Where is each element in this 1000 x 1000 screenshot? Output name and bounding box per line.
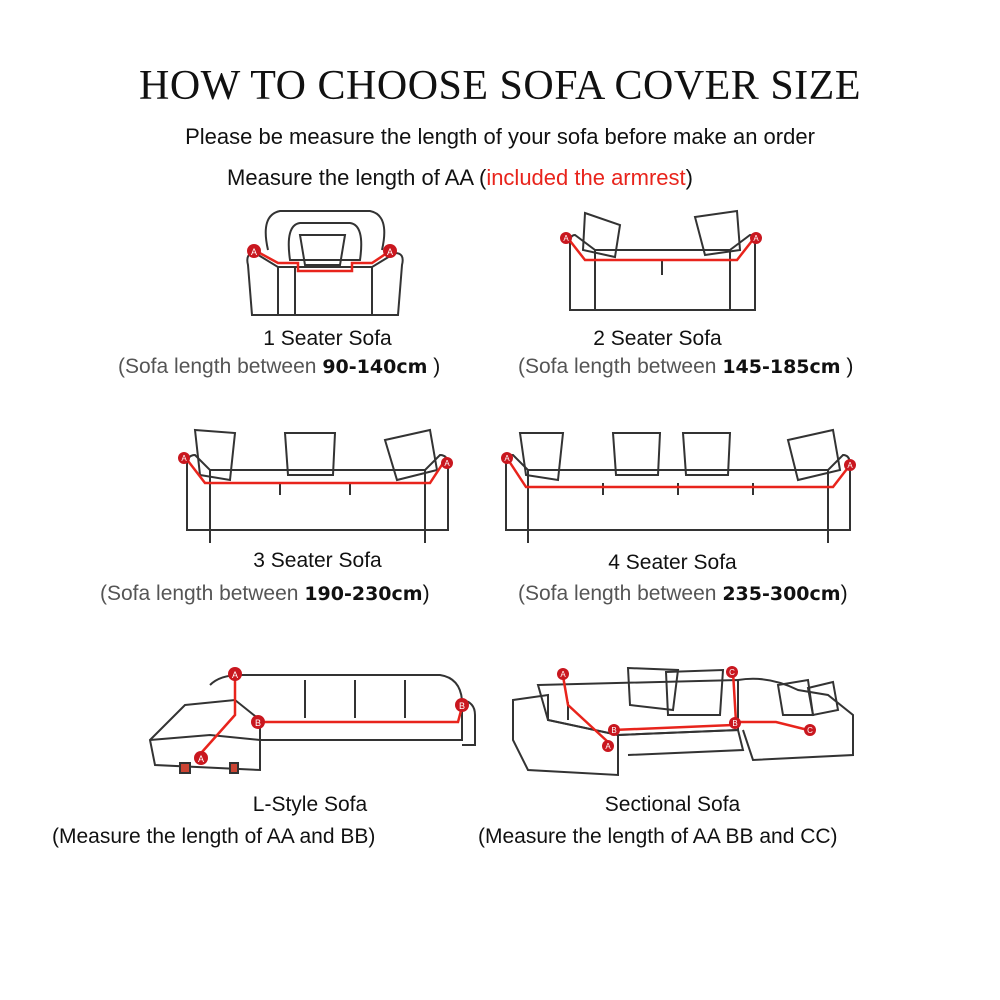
page-title: HOW TO CHOOSE SOFA COVER SIZE xyxy=(139,63,861,109)
marker-a-label: A xyxy=(605,742,611,751)
measure-note: (Measure the length of AA and BB) xyxy=(52,825,376,848)
range-text: (Sofa length between xyxy=(118,355,317,378)
range-close: ) xyxy=(422,582,430,605)
marker-b-label: B xyxy=(458,701,466,711)
sofa-name: 1 Seater Sofa xyxy=(263,327,392,350)
range-value: 145-185cm xyxy=(722,356,841,378)
measure-note: (Measure the length of AA BB and CC) xyxy=(478,825,838,848)
range-value: 235-300cm xyxy=(722,583,841,605)
sofa-name: 2 Seater Sofa xyxy=(593,327,722,350)
range-value: 90-140cm xyxy=(322,356,428,378)
marker-c-label: C xyxy=(729,668,735,677)
range-value: 190-230cm xyxy=(304,583,423,605)
marker-a-label: A xyxy=(563,234,569,243)
range-close: ) xyxy=(840,355,854,378)
three-seater-sofa-illustration xyxy=(175,425,460,545)
measure-instruction-suffix: ) xyxy=(685,165,693,190)
sofa-name: 4 Seater Sofa xyxy=(608,551,737,574)
one-seater-sofa-illustration xyxy=(240,205,410,330)
range-text: (Sofa length between xyxy=(100,582,305,605)
marker-c-label: C xyxy=(807,726,813,735)
marker-b-label: B xyxy=(732,719,738,728)
marker-a-label: A xyxy=(560,670,566,679)
marker-a-label: A xyxy=(504,454,510,463)
sofa-name: L-Style Sofa xyxy=(252,793,368,816)
marker-a-left-label: A xyxy=(250,247,258,257)
marker-b-label: B xyxy=(254,718,262,728)
marker-a-label: A xyxy=(444,459,450,468)
instruction-line: Please be measure the length of your sofa before make an order xyxy=(185,124,815,149)
measure-instruction xyxy=(0,165,960,191)
range-text: (Sofa length between xyxy=(518,355,723,378)
marker-a-label: A xyxy=(847,461,853,470)
range-close: ) xyxy=(427,355,441,378)
sofa-name: 3 Seater Sofa xyxy=(253,549,382,572)
marker-a-label: A xyxy=(181,454,187,463)
measure-instruction-prefix: Measure the length of AA ( xyxy=(227,165,487,190)
l-style-sofa-illustration xyxy=(140,660,480,785)
marker-a-label: A xyxy=(753,234,759,243)
range-close: ) xyxy=(840,582,848,605)
size-range xyxy=(118,355,440,379)
sofa-name: Sectional Sofa xyxy=(604,793,741,816)
sectional-sofa-illustration xyxy=(508,660,863,785)
four-seater-sofa-illustration xyxy=(498,425,863,545)
two-seater-sofa-illustration xyxy=(555,205,770,320)
size-range xyxy=(518,355,853,379)
marker-a-right-label: A xyxy=(386,247,394,257)
range-text: (Sofa length between xyxy=(518,582,723,605)
marker-b-label: B xyxy=(611,726,617,735)
marker-a-label: A xyxy=(231,670,239,680)
armrest-note: included the armrest xyxy=(486,165,686,190)
marker-a-label: A xyxy=(197,754,205,764)
size-range xyxy=(100,582,430,606)
size-range xyxy=(518,582,848,606)
